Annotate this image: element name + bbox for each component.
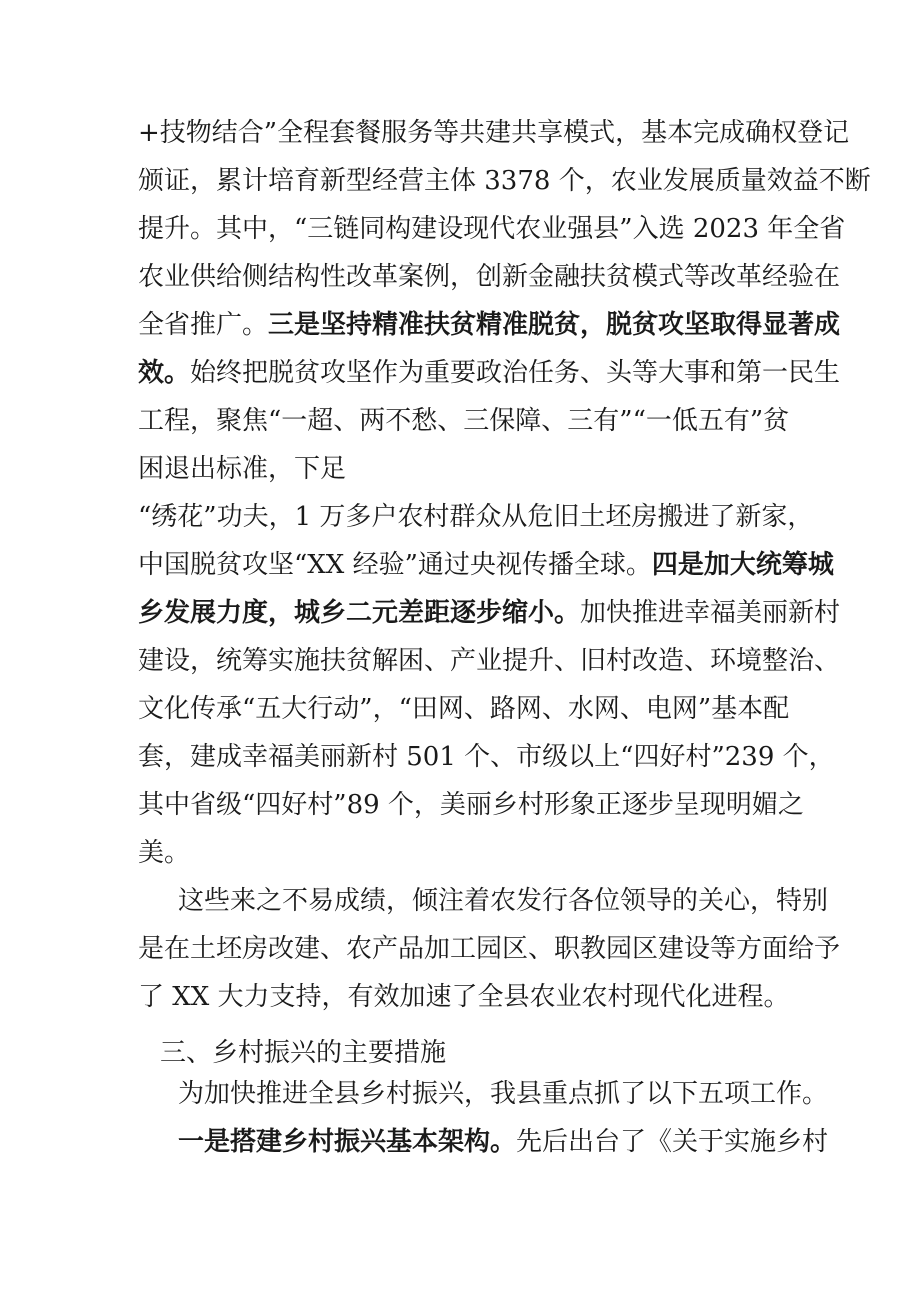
bold-heading-text: 四是加大统筹城 xyxy=(651,550,834,580)
bold-heading-text: 乡发展力度，城乡二元差距逐步缩小。 xyxy=(138,598,581,628)
body-text: 全省推广。 xyxy=(138,310,269,340)
paragraph-line xyxy=(138,596,841,630)
body-text: 提升。其中，“三链同构建设现代农业强县”入选 2023 年全省 xyxy=(138,214,846,244)
paragraph-line xyxy=(138,548,834,582)
body-text: 美。 xyxy=(138,838,191,868)
bold-heading-text: 效。 xyxy=(138,358,191,388)
body-text: 建设，统筹实施扶贫解困、产业提升、旧村改造、环境整治、 xyxy=(138,646,841,676)
body-text: +技物结合”全程套餐服务等共建共享模式，基本完成确权登记 xyxy=(138,118,850,148)
paragraph-intro-measures: 为加快推进全县乡村振兴，我县重点抓了以下五项工作。 xyxy=(178,1079,829,1109)
body-text: 颁证，累计培育新型经营主体 3378 个，农业发展质量效益不断 xyxy=(138,166,871,196)
bold-heading-text: 三是坚持精准扶贫精准脱贫，脱贫攻坚取得显著成 xyxy=(268,310,841,340)
paragraph-gratitude-line-2: 是在土坯房改建、农产品加工园区、职教园区建设等方面给予 xyxy=(138,934,841,964)
paragraph-line xyxy=(138,644,841,678)
section-heading: 三、乡村振兴的主要措施 xyxy=(160,1038,447,1068)
body-text: 始终把脱贫攻坚作为重要政治任务、头等大事和第一民生 xyxy=(190,358,841,388)
paragraph-line xyxy=(138,260,841,294)
paragraph-gratitude-line-1: 这些来之不易成绩，倾注着农发行各位领导的关心，特别 xyxy=(178,886,829,916)
paragraph-gratitude-line-3: 了 XX 大力支持，有效加速了全县农业农村现代化进程。 xyxy=(138,982,790,1012)
body-text: 先后出台了《关于实施乡村 xyxy=(516,1127,829,1157)
bold-heading-text: 一是搭建乡村振兴基本架构。 xyxy=(178,1127,517,1157)
body-text: 中国脱贫攻坚“XX 经验”通过央视传播全球。 xyxy=(138,550,652,580)
body-text: 农业供给侧结构性改革案例，创新金融扶贫模式等改革经验在 xyxy=(138,262,841,292)
paragraph-line xyxy=(138,740,835,774)
paragraph-line xyxy=(138,404,788,438)
paragraph-line xyxy=(138,212,846,246)
paragraph-line xyxy=(138,788,804,822)
body-text: 困退出标准，下足 xyxy=(138,454,347,484)
body-text: 套，建成幸福美丽新村 501 个、市级以上“四好村”239 个， xyxy=(138,742,835,772)
paragraph-measure-one xyxy=(178,1125,829,1159)
body-text: 其中省级“四好村”89 个，美丽乡村形象正逐步呈现明媚之 xyxy=(138,790,804,820)
paragraph-line xyxy=(138,692,788,726)
paragraph-line xyxy=(138,836,788,870)
body-text: 文化传承“五大行动”，“田网、路网、水网、电网”基本配 xyxy=(138,694,790,724)
body-text: 工程，聚焦“一超、两不愁、三保障、三有”“一低五有”贫 xyxy=(138,406,790,436)
paragraph-line xyxy=(138,500,814,534)
paragraph-line xyxy=(138,116,850,150)
body-text: 加快推进幸福美丽新村 xyxy=(580,598,841,628)
paragraph-line xyxy=(138,452,788,486)
paragraph-line xyxy=(138,308,841,342)
body-text: “绣花”功夫，1 万多户农村群众从危旧土坯房搬进了新家， xyxy=(138,502,814,532)
paragraph-line xyxy=(138,164,871,198)
paragraph-line xyxy=(138,356,841,390)
